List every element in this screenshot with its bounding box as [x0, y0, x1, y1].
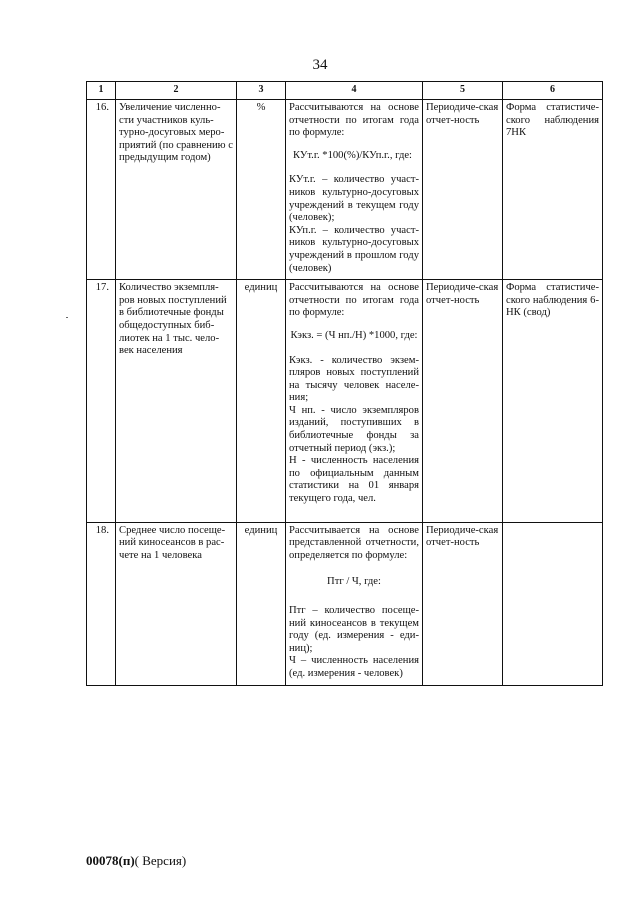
header-row — [87, 82, 603, 100]
definition: КУп.г. – количество участ-ников культурно-досуговых учреждений в прошлом году (человек) — [289, 224, 419, 274]
col-header-1: 1 — [87, 82, 116, 100]
calculation-method — [286, 280, 423, 523]
row-number: 17. — [87, 280, 116, 523]
definition: Н - численность населения по официальным данным статистики на 01 января текущего года, чел. — [289, 455, 419, 505]
scan-mark — [66, 317, 68, 318]
data-source: Форма статистиче-ского наблюдения 6-НК (свод) — [503, 280, 603, 523]
row-number: 16. — [87, 100, 116, 280]
formula: КУт.г. *100(%)/КУп.г., где: — [293, 149, 412, 161]
definition: Птг – количество посеще-ний киносеансов в текущем году (ед. измерения - еди-ниц); — [289, 605, 419, 654]
data-source: Форма статистиче-ского наблюдения 7НК — [503, 100, 603, 280]
col-header-2: 2 — [116, 82, 237, 100]
col-header-4: 4 — [286, 82, 423, 100]
method-intro: Рассчитываются на основе отчетности по итогам года по формуле: — [289, 102, 419, 139]
indicator-name: Увеличение численно-сти участников куль-турно-досуговых меро-приятий (по сравнению с предыдущим годом) — [116, 100, 237, 280]
table-row — [87, 280, 603, 523]
method-intro: Рассчитывается на основе представленной отчетности, определяется по формуле: — [289, 524, 419, 561]
periodicity: Периодиче-ская отчет-ность — [423, 280, 503, 523]
formula: Птг / Ч, где: — [327, 576, 381, 588]
calculation-method — [286, 522, 423, 685]
unit: % — [237, 100, 286, 280]
table-row — [87, 522, 603, 685]
periodicity: Периодиче-ская отчет-ность — [423, 522, 503, 685]
col-header-6: 6 — [503, 82, 603, 100]
definition: Кэкз. - количество экзем-пляров новых поступлений на тысячу человек населе-ния; — [289, 354, 419, 404]
unit: единиц — [237, 522, 286, 685]
indicators-table — [86, 81, 603, 686]
unit: единиц — [237, 280, 286, 523]
definition: Ч нп. - число экземпляров изданий, поступивших в библиотечные фонды за отчетный период (экз.); — [289, 404, 419, 454]
document-version: ( Версия) — [134, 853, 187, 868]
definition: КУт.г. – количество участ-ников культурно-досуговых учреждений в текущем году (человек); — [289, 174, 419, 224]
document-code: 00078(п) — [86, 853, 135, 868]
page-number: 34 — [312, 57, 328, 73]
method-intro: Рассчитываются на основе отчетности по итогам года по формуле: — [289, 282, 419, 319]
indicator-name: Среднее число посеще-ний киносеансов в рас-чете на 1 человека — [116, 522, 237, 685]
col-header-3: 3 — [237, 82, 286, 100]
definition: Ч – численность населения (ед. измерения - человек) — [289, 655, 419, 679]
indicator-name: Количество экземпля-ров новых поступлений в библиотечные фонды общедоступных биб-лиотек на 1 тыс. чело-век населения — [116, 280, 237, 523]
table-row — [87, 100, 603, 280]
col-header-5: 5 — [423, 82, 503, 100]
data-source — [503, 522, 603, 685]
formula: Кэкз. = (Ч нп./Н) *1000, где: — [290, 329, 418, 341]
document-footer — [86, 853, 186, 869]
row-number: 18. — [87, 522, 116, 685]
calculation-method — [286, 100, 423, 280]
periodicity: Периодиче-ская отчет-ность — [423, 100, 503, 280]
